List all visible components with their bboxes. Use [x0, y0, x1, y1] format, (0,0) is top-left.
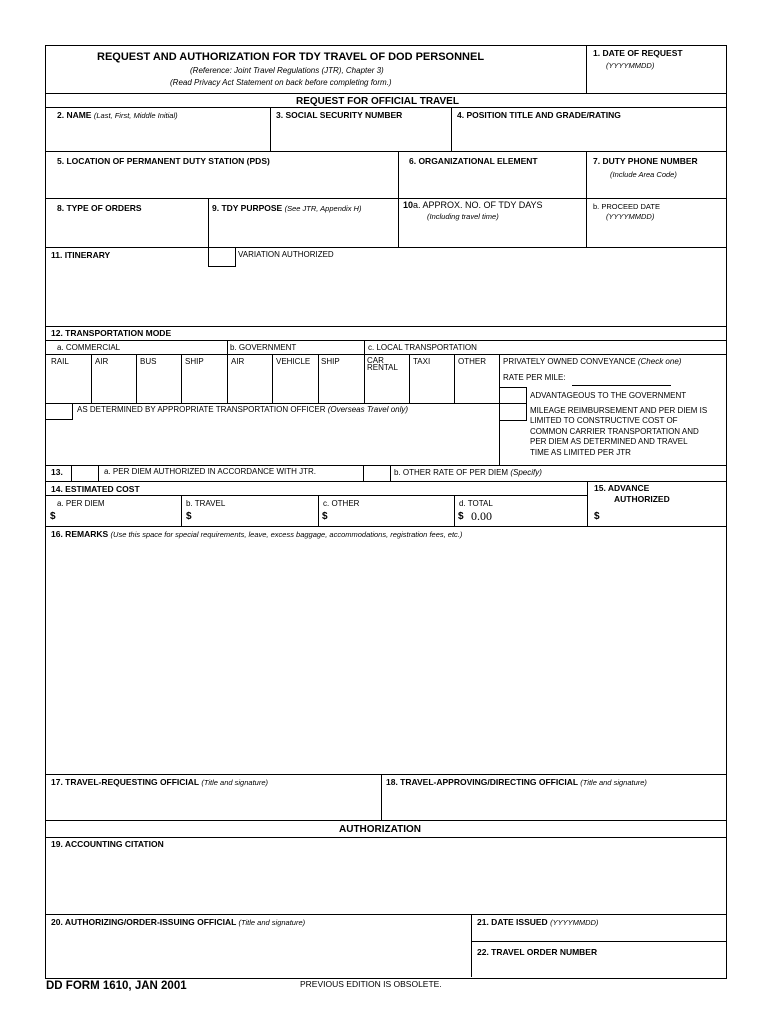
per-diem-dollar-sign: $	[50, 511, 56, 522]
car-rental-checkbox[interactable]	[366, 376, 408, 402]
total-dollar-sign: $	[458, 511, 464, 522]
car-rental-option: CAR RENTAL	[367, 356, 398, 373]
travel-order-number-label: 22. TRAVEL ORDER NUMBER	[477, 947, 598, 957]
advantageous-label: ADVANTAGEOUS TO THE GOVERNMENT	[530, 391, 687, 400]
total-cost-label: d. TOTAL	[459, 499, 493, 508]
local-transportation-label: c. LOCAL TRANSPORTATION	[368, 343, 477, 352]
ship-checkbox[interactable]	[183, 368, 226, 402]
approving-official-field[interactable]	[385, 790, 722, 818]
government-label: b. GOVERNMENT	[230, 343, 297, 352]
vehicle-checkbox[interactable]	[274, 368, 317, 402]
itinerary-label: 11. ITINERARY	[51, 250, 111, 260]
advance-authorized-label-1: 15. ADVANCE	[594, 483, 650, 493]
tdy-days-field[interactable]	[402, 224, 582, 245]
other-cost-field[interactable]	[330, 509, 451, 524]
other-rate-label: b. OTHER RATE OF PER DIEM (Specify)	[394, 468, 542, 477]
proceed-date-format: (YYYYMMDD)	[606, 212, 655, 221]
other-option: OTHER	[458, 357, 486, 366]
gov-air-option: AIR	[231, 357, 245, 366]
approving-official-label: 18. TRAVEL-APPROVING/DIRECTING OFFICIAL (Title and signature)	[386, 777, 647, 787]
duty-phone-label: 7. DUTY PHONE NUMBER	[593, 156, 698, 166]
per-diem-cost-field[interactable]	[58, 509, 178, 524]
accounting-citation-field[interactable]	[48, 852, 722, 912]
date-of-request-field[interactable]	[590, 72, 722, 92]
form-number: DD FORM 1610, JAN 2001	[46, 980, 187, 992]
tdy-purpose-label: 9. TDY PURPOSE (See JTR, Appendix H)	[212, 203, 362, 213]
org-element-field[interactable]	[402, 170, 582, 196]
pds-field[interactable]	[48, 170, 394, 196]
requesting-official-field[interactable]	[48, 790, 378, 818]
privacy-note: (Read Privacy Act Statement on back before completing form.)	[170, 78, 392, 87]
bus-option: BUS	[140, 357, 157, 366]
poc-label: PRIVATELY OWNED CONVEYANCE (Check one)	[503, 357, 682, 366]
travel-order-number-field[interactable]	[475, 960, 722, 975]
ssn-label: 3. SOCIAL SECURITY NUMBER	[276, 110, 403, 120]
date-of-request-format: (YYYYMMDD)	[606, 61, 655, 70]
pds-label: 5. LOCATION OF PERMANENT DUTY STATION (PDS)	[57, 156, 270, 166]
mileage-reimbursement-label: MILEAGE REIMBURSEMENT AND PER DIEM IS LIMITED TO CONSTRUCTIVE COST OF COMMON CARRIER TRANSPORTATION AND PER DIEM AS DETERMINED AND TRAVEL TIME AS LIMITED PER JTR	[530, 406, 708, 457]
mileage-reimbursement-checkbox[interactable]	[499, 403, 527, 421]
travel-dollar-sign: $	[186, 511, 192, 522]
ssn-field[interactable]	[274, 123, 448, 149]
vehicle-option: VEHICLE	[276, 357, 311, 366]
rate-per-mile-field[interactable]	[572, 372, 671, 385]
position-label: 4. POSITION TITLE AND GRADE/RATING	[457, 110, 621, 120]
date-of-request-label: 1. DATE OF REQUEST	[593, 48, 683, 58]
rate-per-mile-label: RATE PER MILE:	[503, 373, 566, 382]
proceed-date-label: b. PROCEED DATE	[593, 202, 660, 211]
date-issued-field[interactable]	[475, 929, 722, 940]
authorization-section-title: AUTHORIZATION	[339, 824, 422, 835]
accounting-citation-label: 19. ACCOUNTING CITATION	[51, 839, 164, 849]
air-checkbox[interactable]	[93, 368, 135, 402]
variation-authorized-checkbox[interactable]	[208, 247, 236, 267]
position-field[interactable]	[455, 123, 723, 149]
requesting-official-label: 17. TRAVEL-REQUESTING OFFICIAL (Title and signature)	[51, 777, 268, 787]
form-reference: (Reference: Joint Travel Regulations (JTR), Chapter 3)	[190, 66, 384, 75]
advance-authorized-label-2: AUTHORIZED	[614, 494, 670, 504]
remarks-field[interactable]	[48, 542, 722, 772]
remarks-label: 16. REMARKS (Use this space for special requirements, leave, excess baggage, accommodations, registration fees, etc.)	[51, 529, 463, 539]
authorizing-official-label: 20. AUTHORIZING/ORDER-ISSUING OFFICIAL (Title and signature)	[51, 917, 306, 927]
gov-ship-option: SHIP	[321, 357, 340, 366]
name-field[interactable]	[48, 123, 266, 149]
other-rate-checkbox[interactable]	[363, 465, 391, 482]
duty-phone-hint: (Include Area Code)	[610, 170, 677, 179]
taxi-checkbox[interactable]	[411, 368, 453, 402]
itinerary-field[interactable]	[48, 268, 722, 324]
bus-checkbox[interactable]	[138, 368, 180, 402]
other-cost-label: c. OTHER	[323, 499, 360, 508]
transportation-officer-label: AS DETERMINED BY APPROPRIATE TRANSPORTATION OFFICER (Overseas Travel only)	[77, 405, 409, 414]
travel-cost-label: b. TRAVEL	[186, 499, 226, 508]
tdy-days-label: 10a. APPROX. NO. OF TDY DAYS	[403, 200, 543, 210]
other-rate-field[interactable]	[540, 466, 585, 480]
org-element-label: 6. ORGANIZATIONAL ELEMENT	[409, 156, 538, 166]
taxi-option: TAXI	[413, 357, 431, 366]
rail-option: RAIL	[51, 357, 69, 366]
ship-option: SHIP	[185, 357, 204, 366]
tdy-days-hint: (Including travel time)	[427, 212, 499, 221]
travel-cost-field[interactable]	[194, 509, 315, 524]
per-diem-cost-label: a. PER DIEM	[57, 499, 105, 508]
request-section-title: REQUEST FOR OFFICIAL TRAVEL	[296, 96, 459, 107]
other-checkbox[interactable]	[456, 368, 498, 402]
other-dollar-sign: $	[322, 511, 328, 522]
advance-authorized-field[interactable]	[602, 509, 722, 524]
transportation-mode-label: 12. TRANSPORTATION MODE	[51, 328, 172, 338]
gov-air-checkbox[interactable]	[229, 368, 271, 402]
variation-authorized-label: VARIATION AUTHORIZED	[238, 250, 334, 259]
authorizing-official-field[interactable]	[48, 930, 468, 975]
obsolete-notice: PREVIOUS EDITION IS OBSOLETE.	[300, 979, 442, 989]
date-issued-label: 21. DATE ISSUED (YYYYMMDD)	[477, 917, 599, 927]
transportation-officer-checkbox[interactable]	[45, 403, 73, 420]
total-cost-value: 0.00	[471, 509, 492, 523]
name-label: 2. NAME (Last, First, Middle Initial)	[57, 110, 178, 120]
commercial-label: a. COMMERCIAL	[57, 343, 121, 352]
gov-ship-checkbox[interactable]	[320, 368, 363, 402]
rail-checkbox[interactable]	[47, 368, 90, 402]
type-of-orders-field[interactable]	[48, 216, 204, 245]
type-of-orders-label: 8. TYPE OF ORDERS	[57, 203, 142, 213]
per-diem-section-number: 13.	[51, 467, 63, 477]
estimated-cost-label: 14. ESTIMATED COST	[51, 484, 140, 494]
per-diem-jtr-checkbox[interactable]	[71, 465, 99, 482]
duty-phone-field[interactable]	[590, 182, 722, 197]
advance-dollar-sign: $	[594, 511, 600, 522]
air-option: AIR	[95, 357, 109, 366]
proceed-date-field[interactable]	[590, 224, 722, 245]
per-diem-jtr-label: a. PER DIEM AUTHORIZED IN ACCORDANCE WITH JTR.	[104, 467, 317, 476]
form-title: REQUEST AND AUTHORIZATION FOR TDY TRAVEL OF DOD PERSONNEL	[97, 51, 485, 63]
tdy-purpose-field[interactable]	[212, 216, 394, 245]
